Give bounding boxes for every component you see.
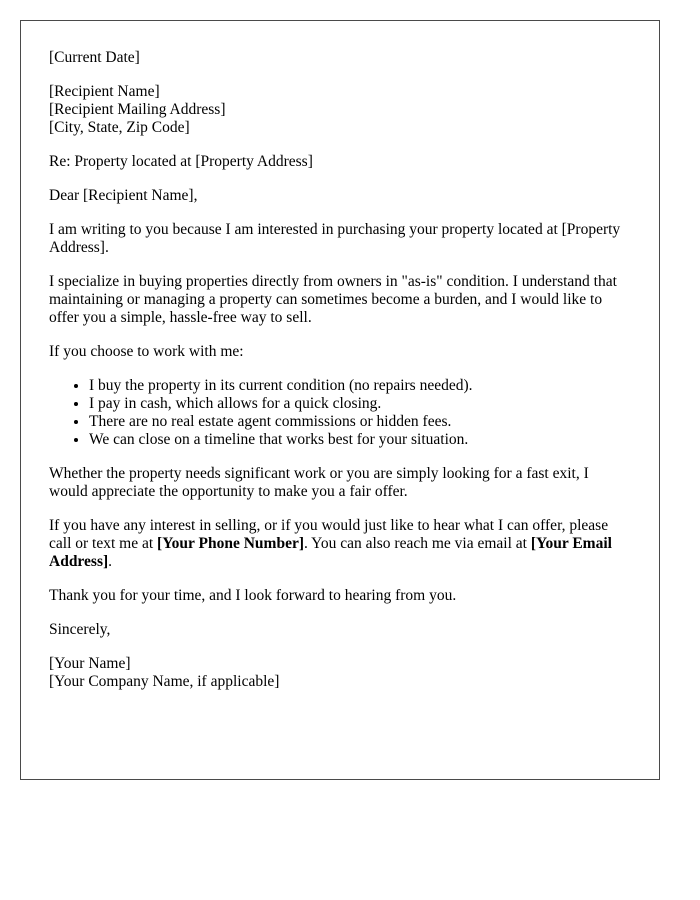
list-item: • We can close on a timeline that works best for your situation. bbox=[89, 431, 631, 449]
re-line: Re: Property located at [Property Address] bbox=[49, 153, 313, 170]
recipient-name: [Recipient Name] bbox=[49, 83, 160, 100]
contact-paragraph bbox=[49, 517, 631, 571]
letter-page bbox=[20, 20, 660, 780]
recipient-address: [Recipient Mailing Address] bbox=[49, 101, 226, 118]
contact-text-after: . bbox=[108, 553, 113, 570]
thanks-line: Thank you for your time, and I look forward to hearing from you. bbox=[49, 587, 457, 604]
specialization-paragraph: I specialize in buying properties directly from owners in "as-is" condition. I understand that maintaining or managing a property can sometimes become a burden, and I would like to offer you a simple, hassle-free way to sell. bbox=[49, 273, 617, 326]
list-intro: If you choose to work with me: bbox=[49, 343, 244, 360]
signature-block bbox=[49, 655, 631, 691]
benefits-list bbox=[49, 377, 631, 449]
list-item: • I buy the property in its current condition (no repairs needed). bbox=[89, 377, 631, 395]
contact-text-between: . You can also reach me via email at bbox=[304, 535, 531, 552]
closing-line: Sincerely, bbox=[49, 621, 111, 638]
signature-name: [Your Name] bbox=[49, 655, 131, 672]
signature-company: [Your Company Name, if applicable] bbox=[49, 673, 280, 690]
phone-placeholder: [Your Phone Number] bbox=[157, 535, 304, 552]
intro-paragraph: I am writing to you because I am interested in purchasing your property located at [Property Address]. bbox=[49, 221, 621, 256]
list-item: • There are no real estate agent commissions or hidden fees. bbox=[89, 413, 631, 431]
recipient-city-state-zip: [City, State, Zip Code] bbox=[49, 119, 190, 136]
recipient-block bbox=[49, 83, 631, 137]
list-item: • I pay in cash, which allows for a quick closing. bbox=[89, 395, 631, 413]
date-line: [Current Date] bbox=[49, 49, 140, 66]
offer-paragraph: Whether the property needs significant work or you are simply looking for a fast exit, I would appreciate the opportunity to make you a fair offer. bbox=[49, 465, 589, 500]
email-placeholder: [Your Email Address] bbox=[49, 535, 612, 570]
salutation: Dear [Recipient Name], bbox=[49, 187, 198, 204]
contact-text-before-phone: If you have any interest in selling, or if you would just like to hear what I can offer, please call or text me at bbox=[49, 517, 609, 552]
